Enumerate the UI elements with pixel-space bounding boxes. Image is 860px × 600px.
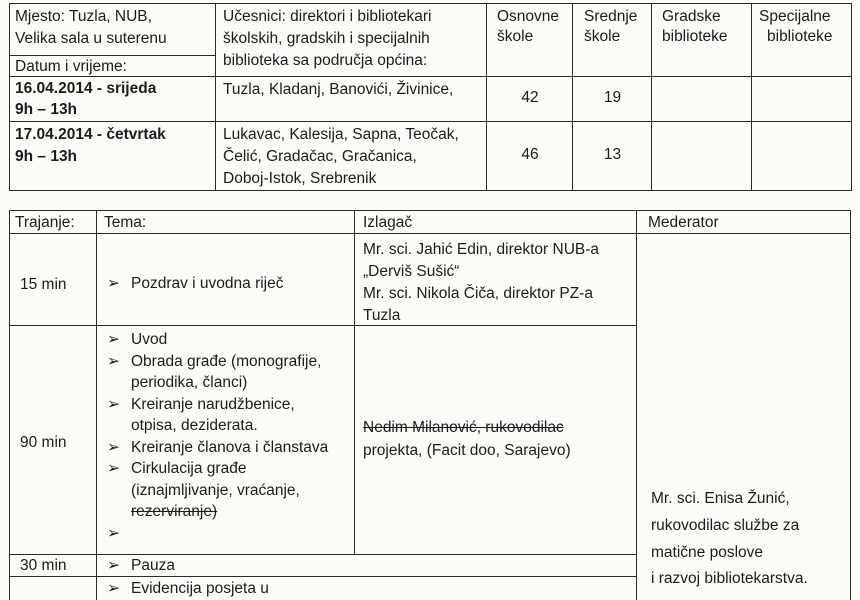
presenter-line-3: Mr. sci. Nikola Čiča, direktor PZ-a: [363, 285, 593, 302]
location-line-2: Velika sala u suterenu: [15, 30, 167, 47]
table-border: [9, 121, 852, 122]
table-border: [9, 576, 636, 577]
arrow-bullet-icon: ➢: [107, 275, 120, 292]
list-item: ➢ Evidencija posjeta u: [107, 578, 269, 600]
header-presenter: Izlagač: [363, 214, 413, 231]
moderator-line-1: Mr. sci. Enisa Žunić,: [651, 490, 790, 507]
datetime-label: Datum i vrijeme:: [15, 58, 127, 75]
table-border: [850, 210, 851, 600]
duration-30min: 30 min: [20, 557, 67, 574]
table-border: [9, 325, 636, 326]
list-item: otpisa, deziderata.: [131, 417, 258, 434]
presenter-line-2: „Derviš Sušić“: [363, 263, 460, 280]
list-item: ➢ Uvod: [107, 329, 328, 351]
header-topic: Tema:: [104, 214, 147, 231]
participants-line-1: Učesnici: direktori i bibliotekari: [223, 8, 432, 25]
col-srednje-line-2: škole: [584, 28, 621, 45]
list-item: ➢ Cirkulacija građe: [107, 458, 328, 480]
col-srednje-line-1: Srednje: [584, 8, 638, 25]
arrow-bullet-icon: ➢: [107, 557, 120, 574]
table-border: [751, 3, 752, 191]
table-border: [9, 190, 852, 191]
header-duration: Trajanje:: [15, 214, 75, 231]
participants-line-3: biblioteka sa područja općina:: [223, 52, 428, 69]
list-item: ➢ Obrada građe (monografije,: [107, 351, 328, 373]
header-moderator: Mederator: [648, 214, 719, 231]
topic-list: [107, 273, 284, 295]
row1-municipalities: Tuzla, Kladanj, Banovići, Živinice,: [223, 81, 454, 98]
topic-list: [107, 555, 175, 577]
presenter-line-1: Nedim Milanović, rukovodilac: [363, 419, 564, 436]
table-border: [9, 3, 10, 191]
arrow-bullet-icon: ➢: [107, 438, 120, 456]
arrow-bullet-icon: ➢: [107, 580, 120, 597]
table-border: [96, 210, 97, 600]
list-item: ➢ Kreiranje narudžbenice,: [107, 394, 328, 416]
row2-municipalities-3: Doboj-Istok, Srebrenik: [223, 170, 377, 187]
table-border: [851, 3, 852, 191]
topic-list: [107, 578, 269, 600]
table-border: [636, 210, 637, 600]
row2-osnovne: 46: [521, 146, 539, 163]
col-specijalne-line-1: Specijalne: [759, 8, 831, 25]
col-specijalne-line-2: biblioteke: [767, 28, 833, 45]
presenter-line-4: Tuzla: [363, 307, 401, 324]
list-item: periodika, članci): [131, 374, 248, 391]
list-item: ➢ Kreiranje članova i članstava: [107, 437, 328, 459]
col-osnovne-line-2: škole: [497, 28, 534, 45]
row1-osnovne: 42: [521, 89, 539, 106]
participants-line-2: školskih, gradskih i specijalnih: [223, 30, 430, 47]
row1-time: 9h – 13h: [15, 101, 78, 118]
table-border: [9, 3, 852, 4]
row2-srednje: 13: [603, 146, 622, 163]
list-item: ➢ Pozdrav i uvodna riječ: [107, 273, 284, 295]
table-border: [9, 233, 851, 234]
row1-date: 16.04.2014 - srijeda: [15, 80, 157, 97]
row2-date: 17.04.2014 - četvrtak: [15, 126, 166, 143]
duration-90min: 90 min: [20, 434, 67, 451]
presenter-line-2: projekta, (Facit doo, Sarajevo): [363, 442, 571, 459]
arrow-bullet-icon: ➢: [107, 352, 120, 370]
topic-list: [107, 329, 329, 542]
arrow-bullet-icon: ➢: [107, 395, 120, 413]
list-item: (iznajmljivanje, vraćanje,: [131, 481, 300, 499]
list-item: ➢ Pauza: [107, 555, 175, 577]
arrow-bullet-icon: ➢: [107, 524, 120, 542]
row2-municipalities-2: Čelić, Gradačac, Gračanica,: [223, 148, 417, 165]
row1-srednje: 19: [603, 89, 622, 106]
presenter-line-1: Mr. sci. Jahić Edin, direktor NUB-a: [363, 241, 600, 258]
table-border: [354, 210, 355, 555]
table-border: [9, 210, 10, 600]
list-item: rezerviranje): [131, 503, 218, 520]
col-osnovne-line-1: Osnovne: [497, 8, 560, 25]
moderator-line-2: rukovodilac službe za: [651, 517, 800, 534]
col-gradske-line-1: Gradske: [662, 8, 721, 25]
row2-municipalities-1: Lukavac, Kalesija, Sapna, Teočak,: [223, 126, 459, 143]
duration-15min: 15 min: [20, 276, 67, 293]
table-border: [9, 554, 636, 555]
arrow-bullet-icon: ➢: [107, 460, 120, 477]
moderator-line-3: matične poslove: [651, 544, 764, 561]
arrow-bullet-icon: ➢: [107, 331, 120, 348]
moderator-line-4: i razvoj bibliotekarstva.: [651, 570, 808, 587]
row2-time: 9h – 13h: [15, 148, 78, 165]
table-border: [215, 3, 216, 191]
col-gradske-line-2: biblioteke: [662, 28, 728, 45]
location-line-1: Mjesto: Tuzla, NUB,: [15, 8, 152, 25]
